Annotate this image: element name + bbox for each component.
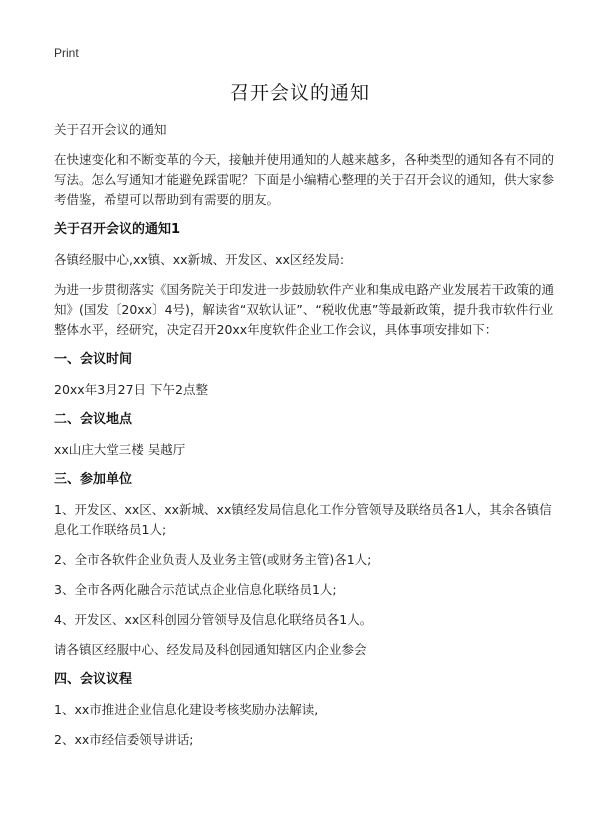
page-title: 召开会议的通知 bbox=[229, 82, 370, 104]
meeting-time: 20xx年3月27日 下午2点整 bbox=[54, 382, 208, 397]
heading-meeting-time: 一、会议时间 bbox=[54, 352, 133, 367]
intro-paragraph: 在快速变化和不断变革的今天，接触并使用通知的人越来越多，各种类型的通知各有不同的写法。怎么写通知才能避免踩雷呢？下面是小编精心整理的关于召开会议的通知，供大家参考借鉴，希望可以帮助到有需要的朋友。 bbox=[54, 152, 555, 207]
participant-item: 1、开发区、xx区、xx新城、xx镇经发局信息化工作分管领导及联络员各1人，其余各镇信息化工作联络员1人; bbox=[54, 502, 552, 537]
meeting-place: xx山庄大堂三楼 吴越厅 bbox=[54, 442, 186, 457]
participant-item: 3、全市各两化融合示范试点企业信息化联络员1人; bbox=[54, 582, 337, 597]
participant-item: 2、全市各软件企业负责人及业务主管(或财务主管)各1人; bbox=[54, 552, 372, 567]
agenda-item: 2、xx市经信委领导讲话; bbox=[54, 732, 194, 747]
agenda-item: 1、xx市推进企业信息化建设考核奖励办法解读, bbox=[54, 702, 319, 717]
subtitle: 关于召开会议的通知 bbox=[54, 122, 167, 137]
purpose-paragraph: 为进一步贯彻落实《国务院关于印发进一步鼓励软件产业和集成电路产业发展若干政策的通知》(国发〔20xx〕4号)，解读省“双软认证”、“税收优惠”等最新政策，提升我市软件行业整体水平，经研究，决定召开20xx年度软件企业工作会议，具体事项安排如下： bbox=[54, 282, 555, 337]
recipients-line: 各镇经服中心,xx镇、xx新城、开发区、xx区经发局: bbox=[54, 252, 345, 267]
document-body bbox=[54, 120, 554, 760]
participant-item: 4、开发区、xx区科创园分管领导及信息化联络员各1人。 bbox=[54, 612, 373, 627]
heading-meeting-place: 二、会议地点 bbox=[54, 412, 133, 427]
print-link[interactable]: Print bbox=[54, 46, 79, 60]
heading-participants: 三、参加单位 bbox=[54, 472, 133, 487]
section-title: 关于召开会议的通知1 bbox=[54, 222, 181, 237]
notice-line: 请各镇区经服中心、经发局及科创园通知辖区内企业参会 bbox=[54, 642, 367, 657]
heading-agenda: 四、会议议程 bbox=[54, 672, 133, 687]
